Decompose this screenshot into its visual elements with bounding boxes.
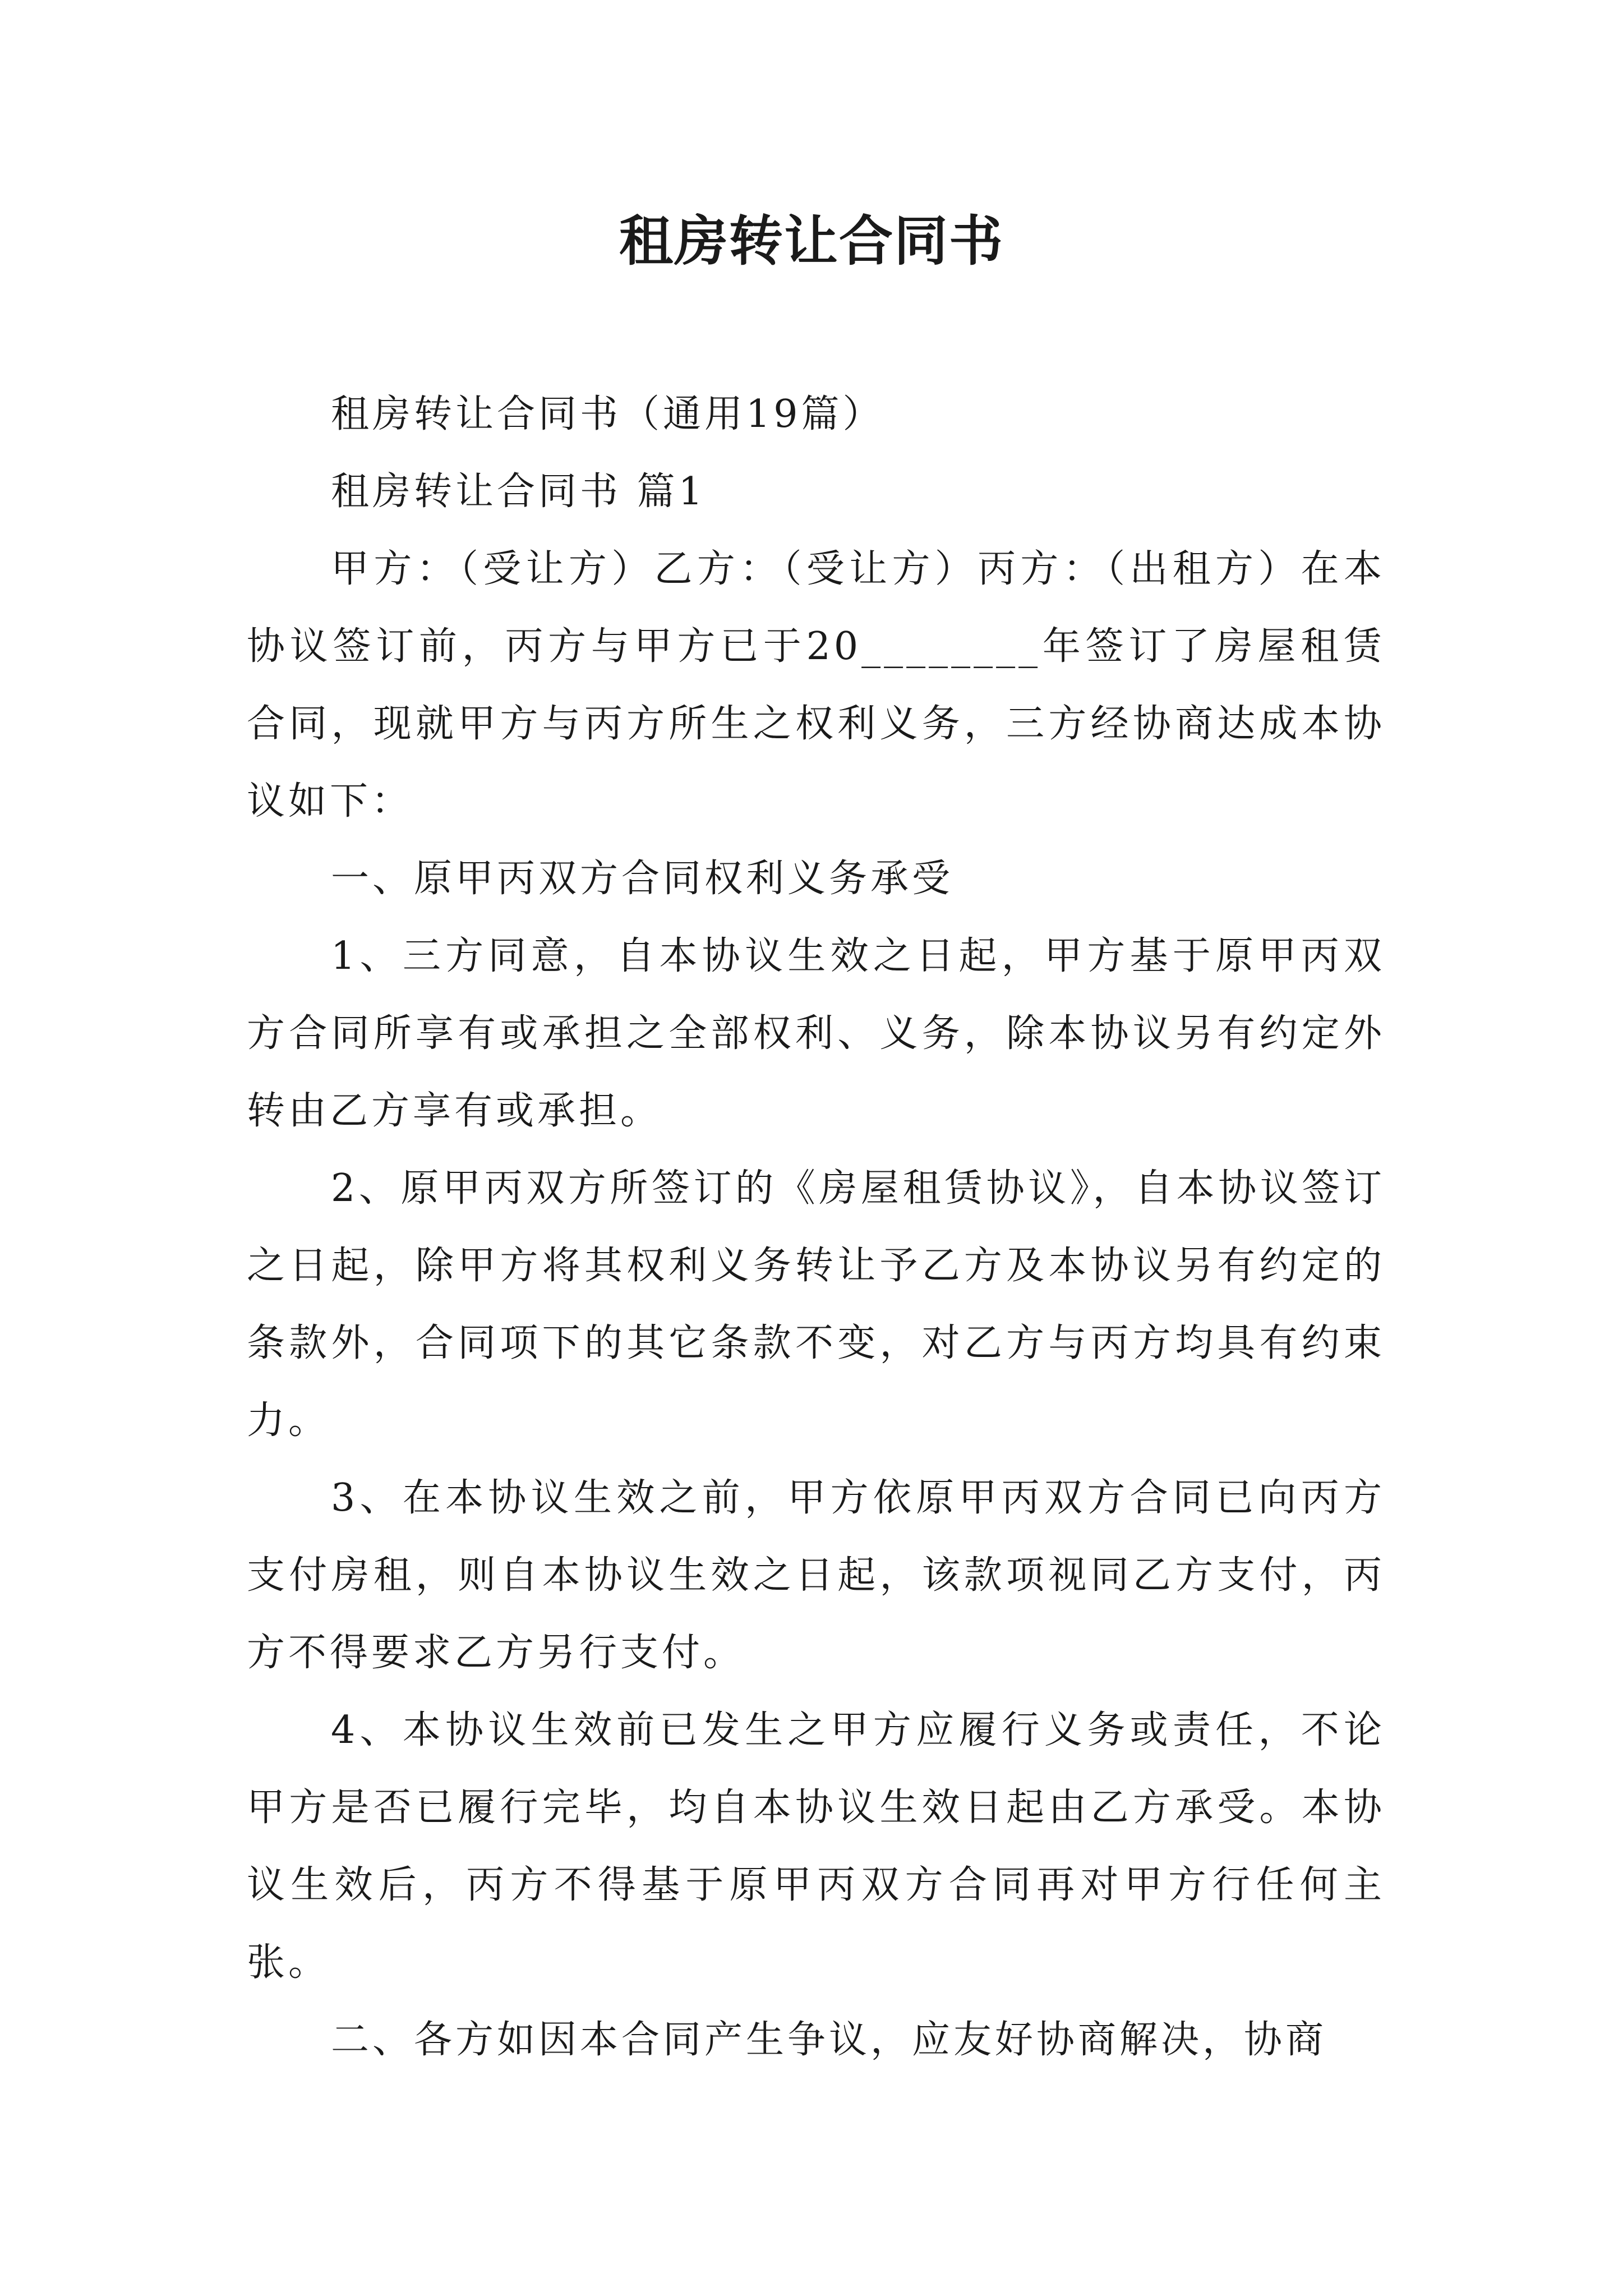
clause-heading-2: 二、各方如因本合同产生争议，应友好协商解决，协商 — [331, 2018, 1327, 2062]
document-subtitle: 租房转让合同书（通用19篇） — [331, 392, 884, 436]
document-title: 租房转让合同书 — [619, 210, 1004, 273]
paragraph-parties: 甲方：（受让方）乙方：（受让方）丙方：（出租方）在本协议签订前，丙方与甲方已于20________年签订了房屋租赁合同，现就甲方与丙方所生之权利义务，三方经协商达成本协议如下： — [247, 547, 1385, 823]
clause-1: 1、三方同意，自本协议生效之日起，甲方基于原甲丙双方合同所享有或承担之全部权利、义务，除本协议另有约定外转由乙方享有或承担。 — [247, 934, 1385, 1133]
clause-3: 3、在本协议生效之前，甲方依原甲丙双方合同已向丙方支付房租，则自本协议生效之日起，该款项视同乙方支付，丙方不得要求乙方另行支付。 — [247, 1476, 1385, 1675]
document-body — [247, 376, 1385, 2079]
clause-2: 2、原甲丙双方所签订的《房屋租赁协议》，自本协议签订之日起，除甲方将其权利义务转让予乙方及本协议另有约定的条款外，合同项下的其它条款不变，对乙方与丙方均具有约束力。 — [247, 1166, 1385, 1443]
clause-heading-1: 一、原甲丙双方合同权利义务承受 — [331, 857, 954, 901]
section-heading: 租房转让合同书 篇1 — [331, 470, 706, 514]
clause-4: 4、本协议生效前已发生之甲方应履行义务或责任，不论甲方是否已履行完毕，均自本协议生效日起由乙方承受。本协议生效后，丙方不得基于原甲丙双方合同再对甲方行任何主张。 — [247, 1708, 1385, 1985]
